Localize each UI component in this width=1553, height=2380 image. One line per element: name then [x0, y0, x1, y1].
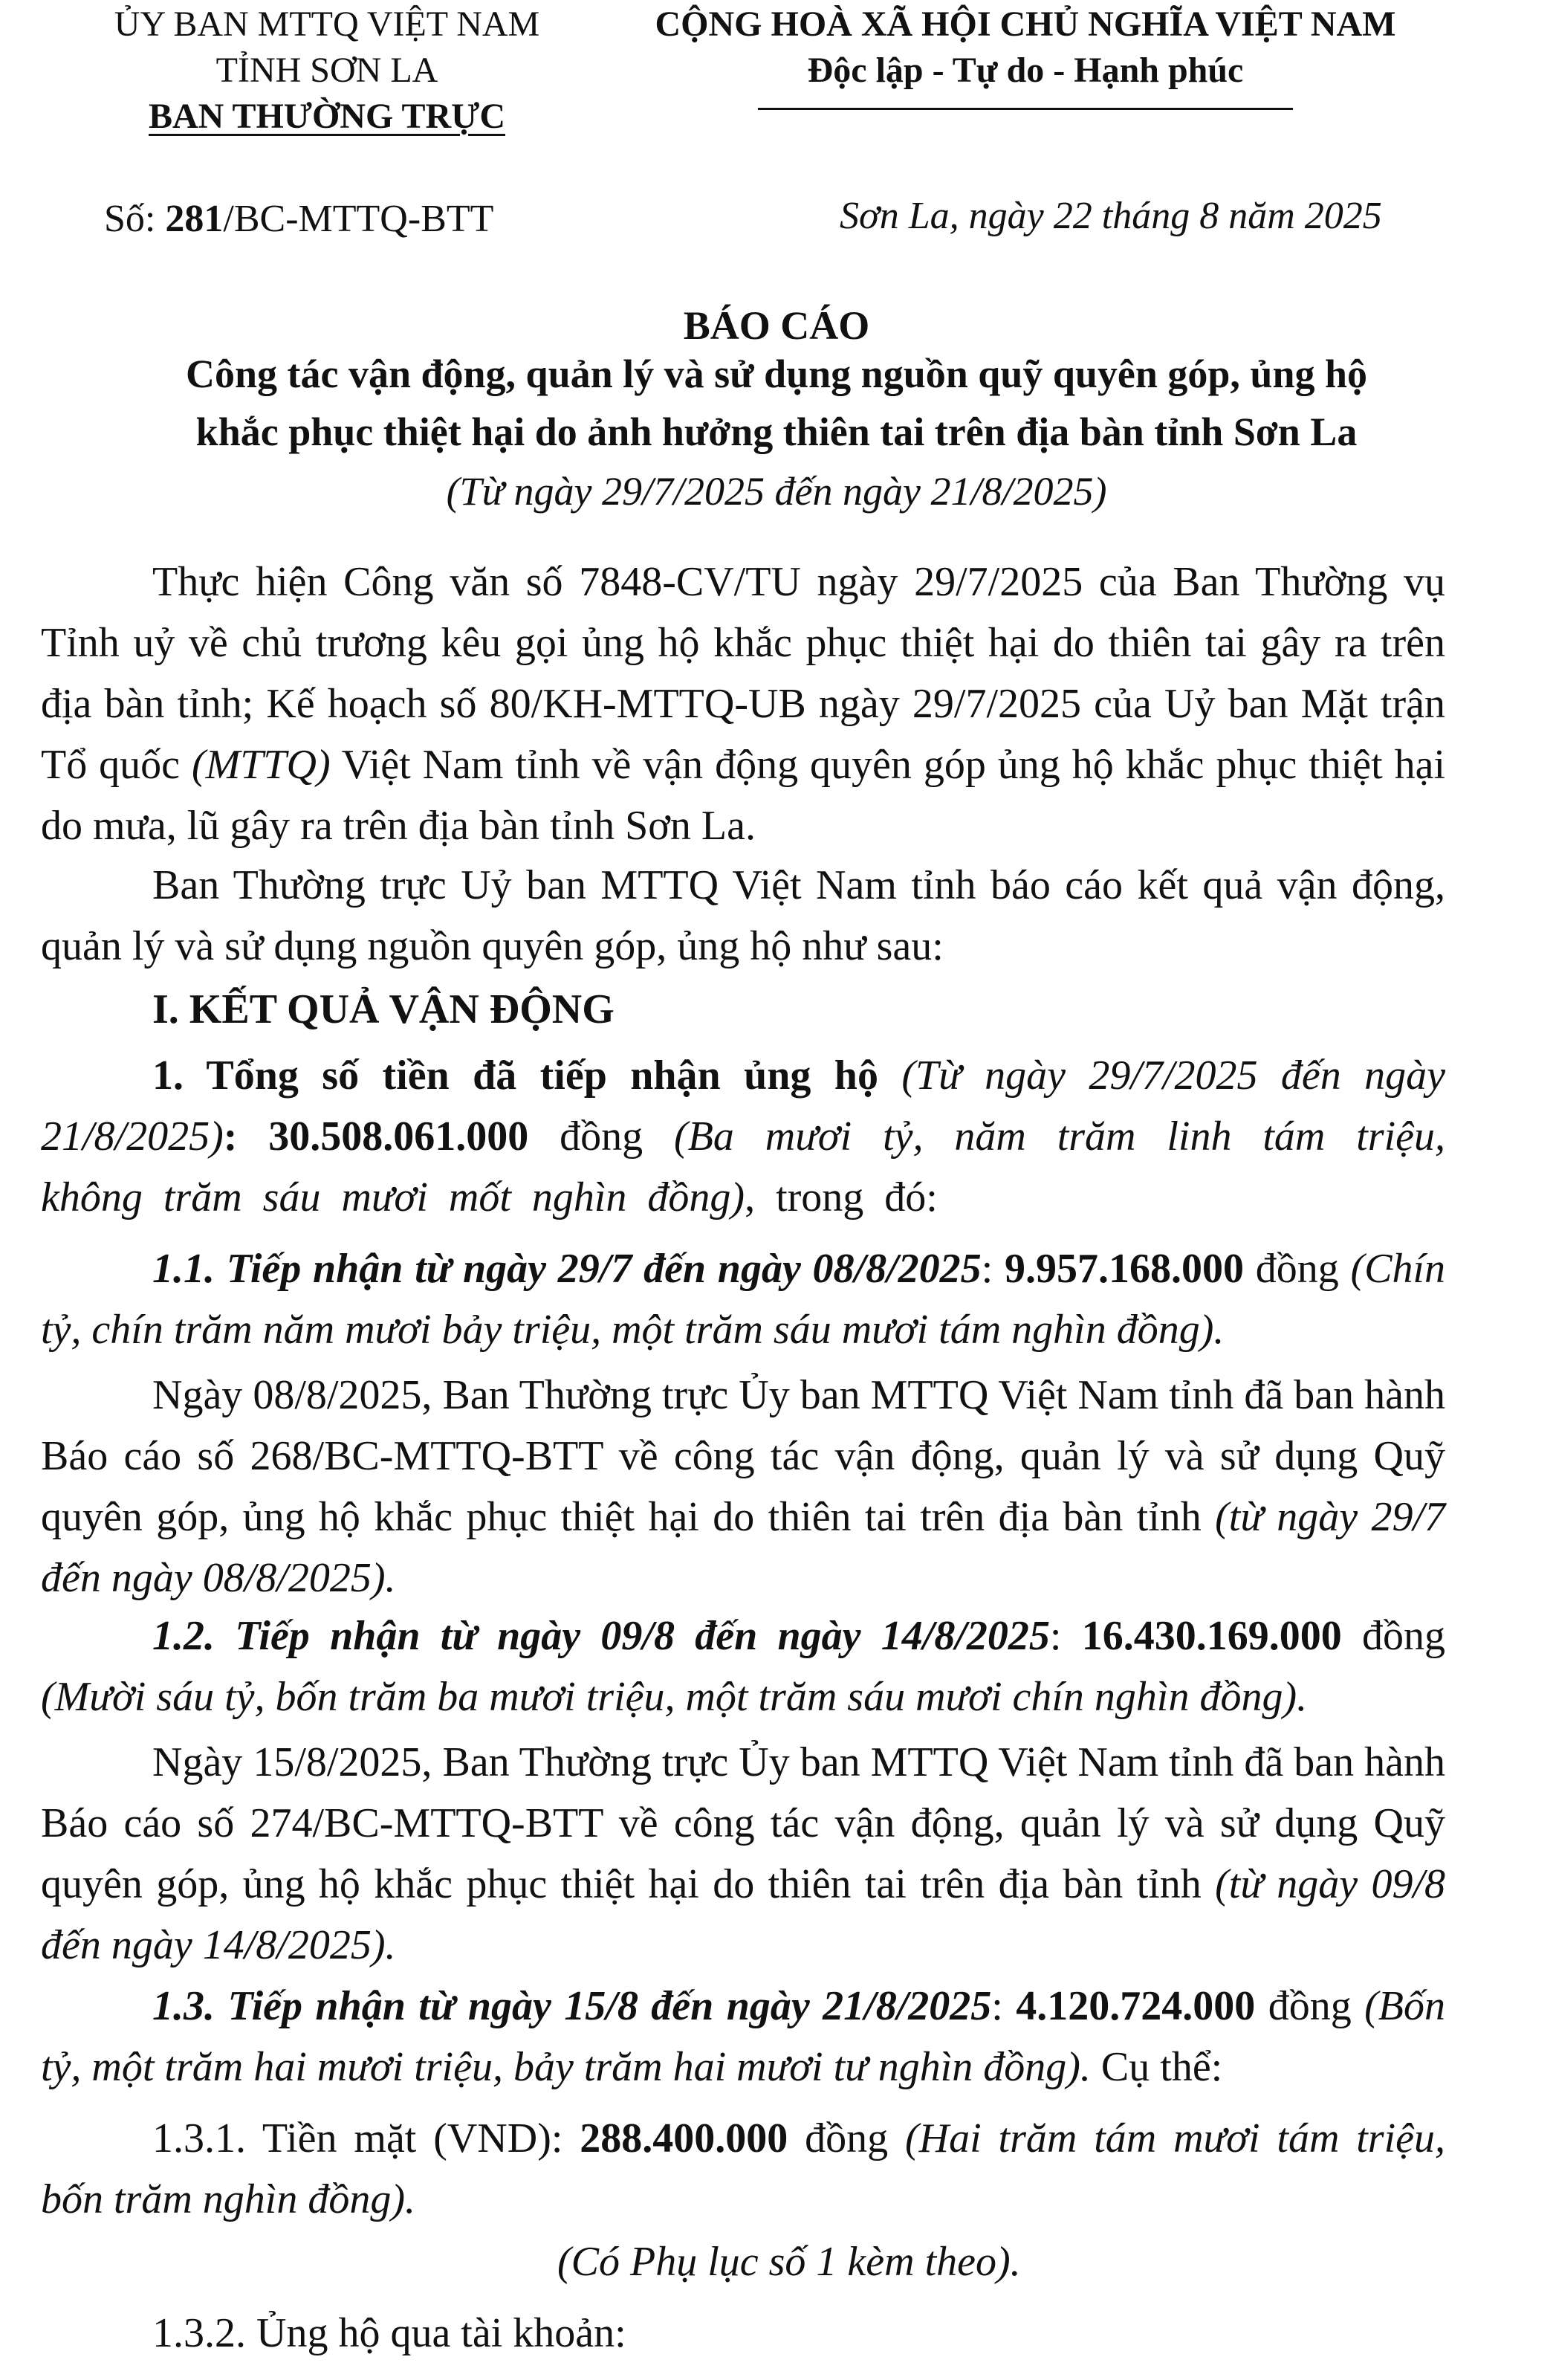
report-subject-line-1: Công tác vận động, quản lý và sử dụng nguồn quỹ quyên góp, ủng hộ — [185, 352, 1368, 396]
total-received-paragraph: 1. Tổng số tiền đã tiếp nhận ủng hộ (Từ ngày 29/7/2025 đến ngày 21/8/2025): 30.508.061.000 đồng (Ba mươi tỷ, năm trăm linh tám triệu, không trăm sáu mươi mốt nghìn đồng), trong đó: — [41, 1052, 1445, 1220]
period-1-1-note: Ngày 08/8/2025, Ban Thường trực Ủy ban MTTQ Việt Nam tỉnh đã ban hành Báo cáo số 268/BC-MTTQ-BTT về công tác vận động, quản lý và sử dụng Quỹ quyên góp, ủng hộ khắc phục thiệt hại do thiên tai trên địa bàn tỉnh (từ ngày 29/7 đến ngày 08/8/2025). — [41, 1372, 1446, 1601]
period-1-1-paragraph: 1.1. Tiếp nhận từ ngày 29/7 đến ngày 08/8/2025: 9.957.168.000 đồng (Chín tỷ, chín trăm năm mươi bảy triệu, một trăm sáu mươi tám nghìn đồng). — [41, 1246, 1446, 1353]
report-heading: BÁO CÁO — [683, 303, 870, 348]
national-title — [587, 1, 1464, 94]
place-date: Sơn La, ngày 22 tháng 8 năm 2025 — [840, 195, 1382, 237]
period-1-2-paragraph: 1.2. Tiếp nhận từ ngày 09/8 đến ngày 14/8/2025: 16.430.169.000 đồng (Mười sáu tỷ, bốn trăm ba mươi triệu, một trăm sáu mươi chín nghìn đồng). — [41, 1613, 1446, 1720]
section-heading: I. KẾT QUẢ VẬN ĐỘNG — [152, 986, 615, 1032]
agency-line-3: BAN THƯỜNG TRỰC — [148, 97, 506, 136]
agency-line-2: TỈNH SƠN LA — [215, 51, 438, 90]
period-1-2-note: Ngày 15/8/2025, Ban Thường trực Ủy ban MTTQ Việt Nam tỉnh đã ban hành Báo cáo số 274/BC-MTTQ-BTT về công tác vận động, quản lý và sử dụng Quỹ quyên góp, ủng hộ khắc phục thiệt hại do thiên tai trên địa bàn tỉnh (từ ngày 09/8 đến ngày 14/8/2025). — [41, 1739, 1446, 1968]
national-motto: Độc lập - Tự do - Hạnh phúc — [807, 51, 1244, 90]
intro-paragraph-2: Ban Thường trực Uỷ ban MTTQ Việt Nam tỉnh báo cáo kết quả vận động, quản lý và sử dụng nguồn quyên góp, ủng hộ như sau: — [41, 862, 1445, 969]
document-number: Số: 281/BC-MTTQ-BTT — [104, 198, 494, 240]
motto-underline — [758, 108, 1293, 110]
intro-paragraph-1: Thực hiện Công văn số 7848-CV/TU ngày 29/7/2025 của Ban Thường vụ Tỉnh uỷ về chủ trương kêu gọi ủng hộ khắc phục thiệt hại do thiên tai gây ra trên địa bàn tỉnh; Kế hoạch số 80/KH-MTTQ-UB ngày 29/7/2025 của Uỷ ban Mặt trận Tổ quốc (MTTQ) Việt Nam tỉnh về vận động quyên góp ủng hộ khắc phục thiệt hại do mưa, lũ gây ra trên địa bàn tỉnh Sơn La. — [41, 559, 1446, 849]
report-period: (Từ ngày 29/7/2025 đến ngày 21/8/2025) — [446, 469, 1107, 514]
period-1-3-paragraph: 1.3. Tiếp nhận từ ngày 15/8 đến ngày 21/8/2025: 4.120.724.000 đồng (Bốn tỷ, một trăm hai mươi triệu, bảy trăm hai mươi tư nghìn đồng). Cụ thể: — [41, 1983, 1445, 2090]
country-name: CỘNG HOÀ XÃ HỘI CHỦ NGHĨA VIỆT NAM — [655, 4, 1396, 44]
bank-transfer-heading: 1.3.2. Ủng hộ qua tài khoản: — [152, 2310, 626, 2356]
report-subject-line-2: khắc phục thiệt hại do ảnh hưởng thiên tai trên địa bàn tỉnh Sơn La — [195, 410, 1358, 454]
appendix-note: (Có Phụ lục số 1 kèm theo). — [557, 2239, 1021, 2285]
agency-line-1: ỦY BAN MTTQ VIỆT NAM — [114, 4, 540, 44]
cash-donations-paragraph: 1.3.1. Tiền mặt (VND): 288.400.000 đồng (Hai trăm tám mươi tám triệu, bốn trăm nghìn đồng). — [41, 2115, 1446, 2222]
issuing-agency — [97, 1, 557, 140]
